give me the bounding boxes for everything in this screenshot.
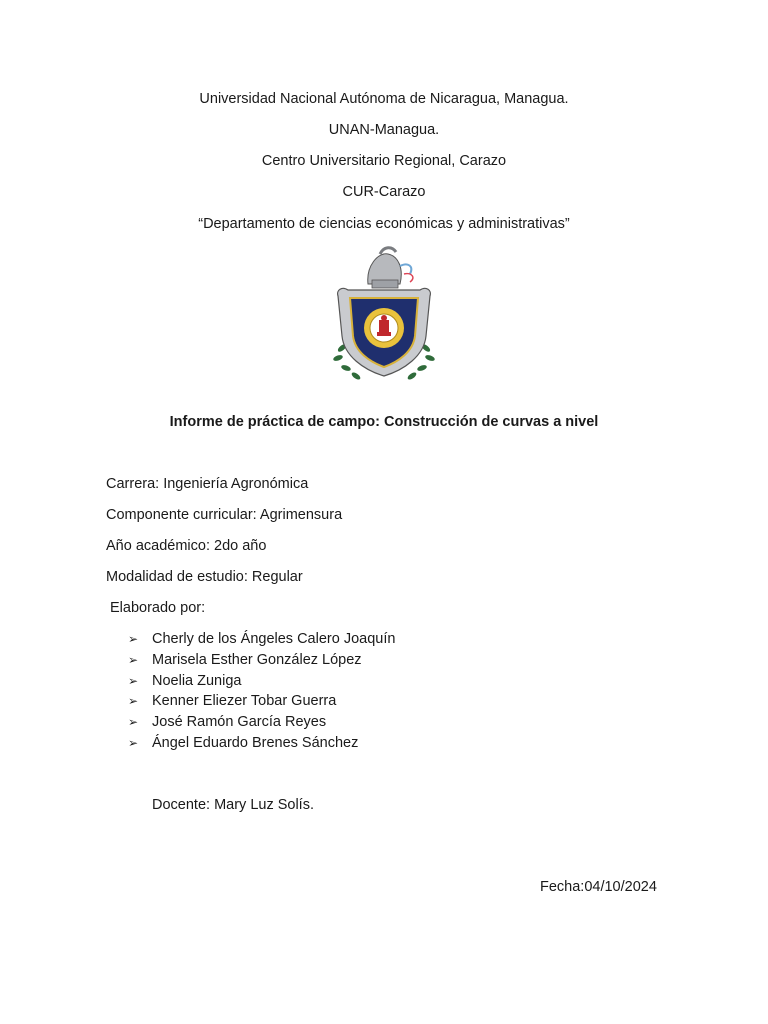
report-title: Informe de práctica de campo: Construcción de curvas a nivel — [169, 414, 599, 430]
arrow-bullet-icon: ➢ — [128, 673, 139, 688]
author-name: Kenner Eliezer Tobar Guerra — [152, 693, 337, 710]
prepared-by-label: Elaborado por: — [110, 600, 206, 616]
list-item — [128, 629, 395, 650]
arrow-bullet-icon: ➢ — [128, 652, 139, 667]
authors-list — [128, 629, 395, 754]
list-item — [128, 733, 395, 754]
list-item — [128, 671, 395, 692]
arrow-bullet-icon: ➢ — [128, 632, 139, 646]
author-name: José Ramón García Reyes — [152, 714, 327, 731]
modality-line: Modalidad de estudio: Regular — [106, 569, 303, 585]
author-name: Ángel Eduardo Brenes Sánchez — [152, 734, 359, 751]
academic-year-line: Año académico: 2do año — [106, 538, 267, 554]
arrow-bullet-icon: ➢ — [128, 735, 139, 750]
helmet-icon — [368, 248, 413, 288]
university-acronym: UNAN-Managua. — [328, 122, 440, 138]
university-name: Universidad Nacional Autónoma de Nicaragua, Managua. — [199, 91, 569, 107]
author-name: Marisela Esther González López — [152, 651, 362, 668]
list-item — [128, 650, 395, 671]
list-item — [128, 712, 395, 733]
list-item — [128, 691, 395, 712]
sun-emblem-icon — [364, 308, 404, 348]
author-name: Cherly de los Ángeles Calero Joaquín — [152, 631, 396, 647]
career-line: Carrera: Ingeniería Agronómica — [106, 476, 309, 492]
component-line: Componente curricular: Agrimensura — [106, 507, 343, 523]
university-seal-icon — [328, 244, 440, 386]
author-name: Noelia Zuniga — [152, 672, 242, 689]
regional-center-acronym: CUR-Carazo — [342, 184, 426, 200]
department-name: “Departamento de ciencias económicas y administrativas” — [198, 216, 570, 232]
date-line: Fecha:04/10/2024 — [540, 879, 657, 895]
regional-center: Centro Universitario Regional, Carazo — [261, 153, 507, 169]
arrow-bullet-icon: ➢ — [128, 694, 139, 709]
arrow-bullet-icon: ➢ — [128, 715, 139, 730]
teacher-line: Docente: Mary Luz Solís. — [152, 797, 314, 813]
